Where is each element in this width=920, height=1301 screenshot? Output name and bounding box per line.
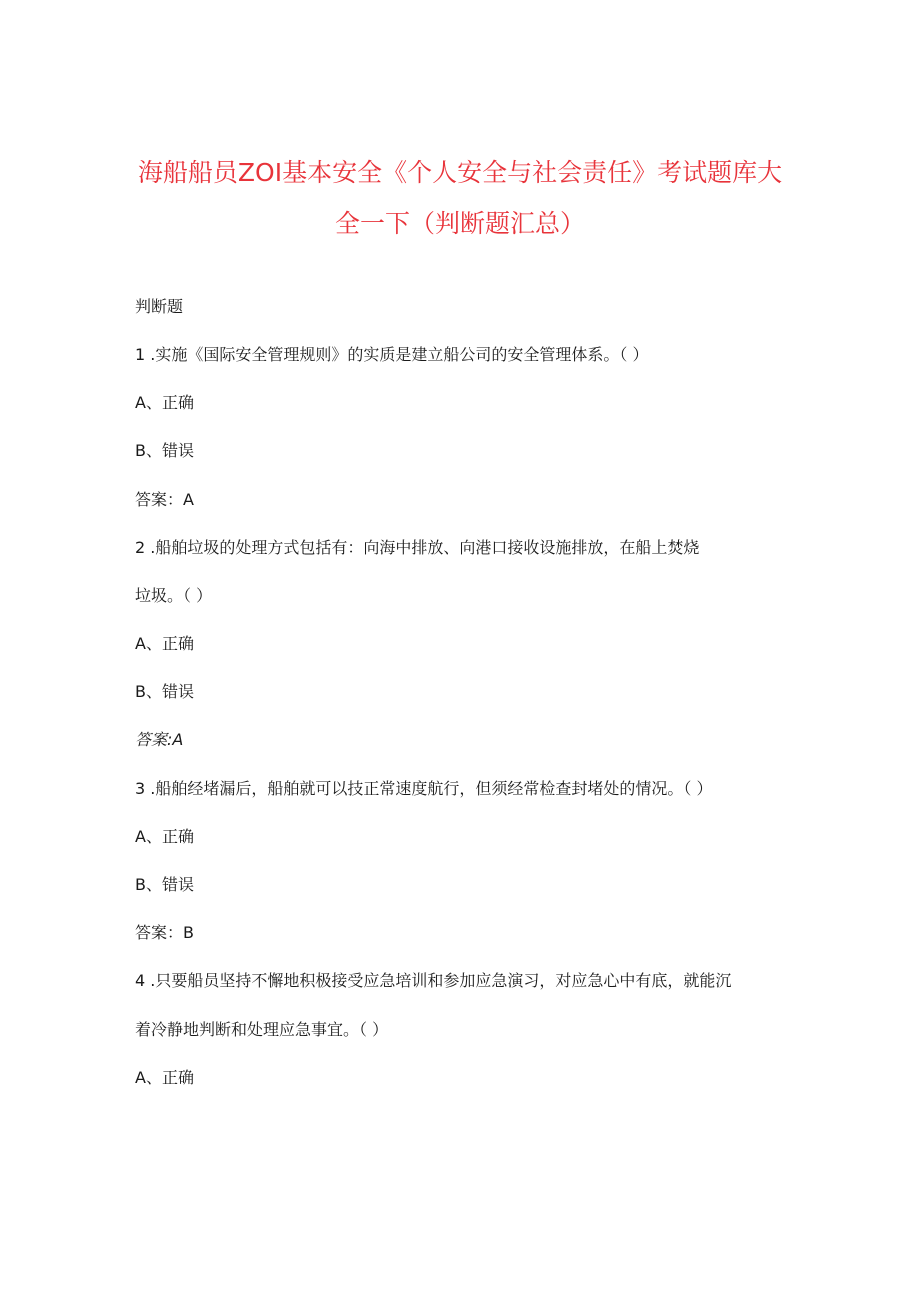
question-4-option-a: A、正确 xyxy=(135,1068,194,1087)
question-2-option-a: A、正确 xyxy=(135,634,194,653)
question-1-option-b: B、错误 xyxy=(135,441,194,460)
question-4-stem-line-1: 4 .只要船员坚持不懈地积极接受应急培训和参加应急演习，对应急心中有底，就能沉 xyxy=(135,971,732,990)
question-2-stem-line-1: 2 .船舶垃圾的处理方式包括有：向海中排放、向港口接收设施排放，在船上焚烧 xyxy=(135,538,700,557)
question-3-stem: 3 .船舶经堵漏后，船舶就可以技正常速度航行，但须经常检查封堵处的情况。（ ） xyxy=(135,779,713,798)
question-2-stem-line-2: 垃圾。（ ） xyxy=(135,586,213,605)
question-1-option-a: A、正确 xyxy=(135,393,194,412)
document-title-line-1: 海船船员ZOI基本安全《个人安全与社会责任》考试题库大 xyxy=(137,158,783,187)
question-3-answer: 答案：B xyxy=(135,923,194,942)
question-3-option-b: B、错误 xyxy=(135,875,194,894)
section-heading: 判断题 xyxy=(135,297,184,316)
question-4-stem-line-2: 着冷静地判断和处理应急事宜。（ ） xyxy=(135,1020,389,1039)
question-2-answer: 答案:A xyxy=(135,730,184,749)
question-3-option-a: A、正确 xyxy=(135,827,194,846)
question-1-answer: 答案：A xyxy=(135,490,194,509)
document-title-line-2: 全一下（判断题汇总） xyxy=(334,209,585,238)
question-1-stem: 1 .实施《国际安全管理规则》的实质是建立船公司的安全管理体系。（ ） xyxy=(135,345,649,364)
question-2-option-b: B、错误 xyxy=(135,682,194,701)
